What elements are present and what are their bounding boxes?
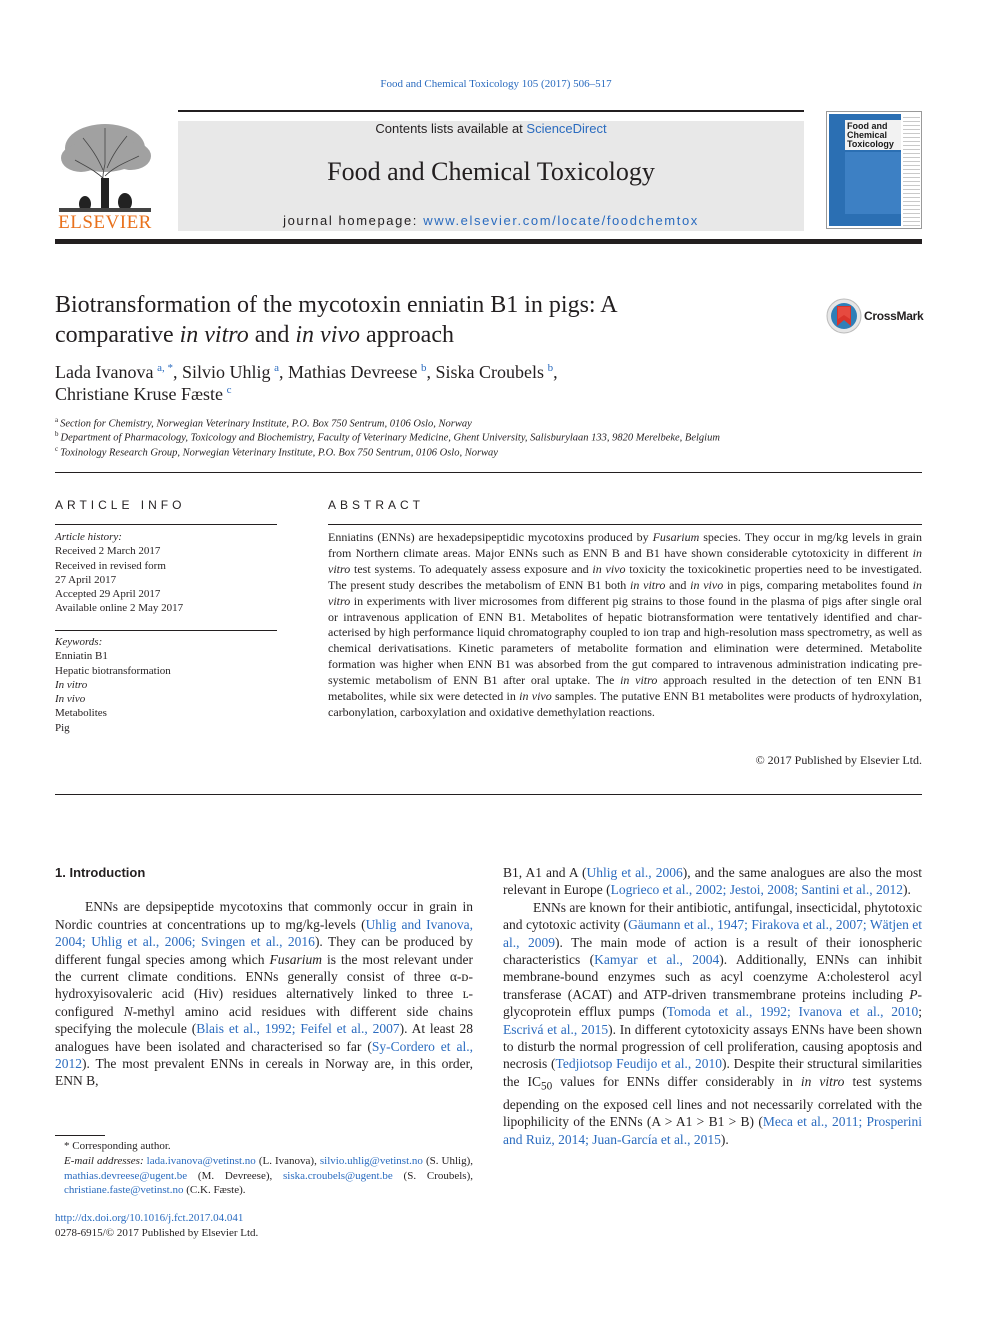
email-link[interactable]: christiane.faste@vetinst.no: [64, 1184, 184, 1197]
author-affiliation-sup[interactable]: c: [226, 384, 232, 396]
section-heading-introduction: 1. Introduction: [55, 865, 146, 880]
abstract-body: Enniatins (ENNs) are hexadepsipeptidic mycotoxins produced by Fusarium species. They occur in mg/kg levels in grain from Northern climate areas. Major ENNs such as ENN B and B1 have shown considerable cytotoxicity in different in vitro test systems. To adequately assess exposure and in vivo toxicity the toxicokinetic properties need to be investigated. The present study describes the metabolism of ENN B1 both in vitro and in vivo in pigs, comparing metabolites found in vitro in experiments with liver microsomes from different pig strains to those found in the plasma of pigs after single oral or intravenous application of ENN B1. Metabolites of hepatic biotransformation were tentatively identified and characterised by high performance liquid chromatography coupled to ion trap and high-resolution mass spectrometry, as well as chemical derivatisations. Kinetic parameters of metabolite formation and elimination were determined. Metabolite formation was higher when ENN B1 was absorbed from the gut compared to intravenous administration indicating pre-systemic metabolism of ENN B1 after oral uptake. The in vitro approach resulted in the detection of ten ENN B1 metabolites, while six were detected in in vivo samples. The putative ENN B1 metabolites were products of hydroxylation, carbonylation, carboxylation and oxidative demethylation reactions.: [328, 530, 923, 719]
history-item: Available online 2 May 2017: [55, 602, 184, 615]
keywords: [55, 635, 277, 735]
masthead-bottom-rule: [55, 239, 922, 244]
history-label: Article history:: [55, 531, 122, 543]
affiliation-b: $^b$ Department of Pharmacology, Toxicology and Biochemistry, Faculty of Veterinary Medicine, Ghent University, Salisburylaan 133, 9820 Merelbeke, Belgium: [55, 430, 720, 444]
body-column-right: [503, 864, 922, 1148]
body-column-left: [55, 864, 473, 1090]
journal-cover-thumbnail[interactable]: [826, 111, 922, 229]
body-paragraph-continued: B1, A1 and A (Uhlig et al., 2006), and the same analogues are also the most relevant in Europe (Logrieco et al., 2002; Jestoi, 2008; Santini et al., 2012).: [503, 865, 922, 898]
author[interactable]: Christiane Kruse Fæste $^c$: [55, 384, 232, 404]
footnote: [55, 1139, 473, 1198]
citation-link[interactable]: Uhlig and Ivanova, 2004; Uhlig et al., 2006; Svingen et al., 2016: [55, 916, 473, 950]
email-link[interactable]: lada.ivanova@vetinst.no: [146, 1154, 256, 1167]
affiliation-c: $^c$ Toxinology Research Group, Norwegian Veterinary Institute, P.O. Box 750 Sentrum, 0106 Oslo, Norway: [55, 445, 498, 459]
author-separator: ,: [278, 362, 288, 382]
title-text: and: [248, 322, 296, 348]
contents-prefix: Contents lists available at: [375, 121, 527, 136]
author[interactable]: Siska Croubels $^b$: [435, 362, 554, 382]
abstract-copyright: © 2017 Published by Elsevier Ltd.: [755, 753, 922, 767]
article-info-heading: ARTICLE INFO: [55, 498, 186, 512]
keywords-label: Keywords:: [55, 636, 103, 648]
email-addresses: E-mail addresses: lada.ivanova@vetinst.no (L. Ivanova), silvio.uhlig@vetinst.no (S. Uhlig), mathias.devreese@ugent.be (M. Devreese), siska.croubels@ugent.be (S. Croubels), christiane.faste@vetinst.no (C.K. Fæste).: [64, 1154, 473, 1197]
history-item: Received in revised form: [55, 559, 166, 572]
title-line-2: [55, 320, 775, 350]
history-item: Received 2 March 2017: [55, 545, 161, 558]
cover-image-panel: [845, 152, 901, 214]
divider: [55, 472, 922, 473]
journal-title: Food and Chemical Toxicology: [327, 157, 655, 186]
history-item: Accepted 29 April 2017: [55, 588, 161, 601]
citation-link[interactable]: Blais et al., 1992; Feifel et al., 2007: [196, 1021, 400, 1037]
elsevier-wordmark: ELSEVIER: [58, 212, 152, 233]
title-line-1: Biotransformation of the mycotoxin enniatin B1 in pigs: A: [55, 292, 618, 318]
doi-link[interactable]: http://dx.doi.org/10.1016/j.fct.2017.04.041: [55, 1212, 244, 1224]
corresponding-author-note: * Corresponding author.: [64, 1140, 171, 1152]
journal-homepage: [178, 213, 804, 228]
citation-link[interactable]: Escrivá et al., 2015: [503, 1021, 609, 1037]
abstract-heading: ABSTRACT: [328, 498, 425, 512]
citation-link[interactable]: Tomoda et al., 1992; Ivanova et al., 2010: [666, 1004, 919, 1020]
sciencedirect-link[interactable]: ScienceDirect: [526, 121, 607, 136]
keyword: In vitro: [55, 678, 88, 691]
article-title: [55, 290, 775, 350]
journal-citation[interactable]: Food and Chemical Toxicology 105 (2017) 506–517: [380, 78, 612, 90]
divider: [55, 794, 922, 795]
citation-link[interactable]: Sy-Cordero et al., 2012: [55, 1038, 473, 1072]
keyword: Hepatic biotransformation: [55, 664, 171, 677]
homepage-link[interactable]: www.elsevier.com/locate/foodchemtox: [423, 213, 699, 228]
article-history: [55, 530, 277, 616]
contents-line: [178, 121, 804, 136]
author[interactable]: Mathias Devreese $^b$: [287, 362, 427, 382]
body-paragraph: ENNs are known for their antibiotic, antifungal, insecticidal, phytotoxic and cytotoxic activity (Gäumann et al., 1947; Firakova et al., 2007; Wätjen et al., 2009). The main mode of action is a result of their ionospheric characteristics (Kamyar et al., 2004). Additionally, ENNs can inhibit membrane-bound enzymes such as acyl coenzyme A:cholesterol acyl transferase (ACAT) and ATP-driven transmembrane proteins including P-glycoprotein efflux pumps (Tomoda et al., 1992; Ivanova et al., 2010; Escrivá et al., 2015). In different cytotoxicity assays ENNs have been shown to disturb the normal progression of cell proliferation, causing apoptosis and necrosis (Tedjiotsop Feudijo et al., 2010). Despite their structural similarities the $IC_{50}$ values for ENNs differ considerably in in vitro test systems depending on the exposed cell lines and not necessarily correlated with the lipophilicity of the ENNs (A > A1 > B1 > B) (Meca et al., 2011; Prosperini and Ruiz, 2014; Juan-García et al., 2015).: [503, 899, 923, 1147]
author-list: [55, 361, 815, 405]
crossmark-label[interactable]: CrossMark: [864, 309, 924, 323]
issn-line: 0278-6915/© 2017 Published by Elsevier Ltd.: [55, 1227, 259, 1239]
email-link[interactable]: silvio.uhlig@vetinst.no: [319, 1154, 423, 1167]
body-paragraph: ENNs are depsipeptide mycotoxins that commonly occur in grain in Nordic countries at concentrations up to mg/kg-levels (Uhlig and Ivanova, 2004; Uhlig et al., 2006; Svingen et al., 2016). They can be produced by different fungal species among which Fusarium is the most relevant under the current climate conditions. ENNs generally consist of three α-ᴅ-hydroxyisovaleric acid (Hiv) residues alternatively linked to three ʟ-configured N-methyl amino acid residues with different side chains specifying the molecule (Blais et al., 1992; Feifel et al., 2007). At least 28 analogues have been isolated and characterised so far (Sy-Cordero et al., 2012). The most prevalent ENNs in cereals in Norway are, in this order, ENN B,: [55, 899, 474, 1089]
divider: [55, 524, 277, 525]
history-item: 27 April 2017: [55, 573, 117, 586]
keyword: Enniatin B1: [55, 650, 108, 663]
title-text: approach: [360, 322, 454, 348]
email-link[interactable]: mathias.devreese@ugent.be: [64, 1169, 188, 1182]
author-affiliation-sup[interactable]: b: [547, 362, 554, 374]
citation-link[interactable]: Gäumann et al., 1947; Firakova et al., 2007; Wätjen et al., 2009: [503, 917, 923, 950]
title-italic-in-vitro: in vitro: [179, 322, 249, 348]
citation-link[interactable]: Uhlig et al., 2006: [586, 865, 683, 880]
author-affiliation-sup[interactable]: a, *: [157, 362, 173, 374]
citation-link[interactable]: Meca et al., 2011; Prosperini and Ruiz, 2014; Juan-García et al., 2015: [503, 1114, 922, 1147]
affiliation-a: $^a$ Section for Chemistry, Norwegian Veterinary Institute, P.O. Box 750 Sentrum, 0106 Oslo, Norway: [55, 416, 472, 430]
cover-title: Food and Chemical Toxicology: [847, 121, 894, 149]
author-separator: ,: [553, 362, 558, 382]
citation-link[interactable]: Kamyar et al., 2004: [594, 952, 720, 968]
divider: [55, 630, 277, 631]
email-link[interactable]: siska.croubels@ugent.be: [283, 1169, 393, 1182]
footnote-rule: [55, 1135, 105, 1136]
title-text: comparative: [55, 322, 180, 348]
author-separator: ,: [426, 362, 436, 382]
author-separator: ,: [172, 362, 182, 382]
divider: [328, 524, 922, 525]
citation-link[interactable]: Logrieco et al., 2002; Jestoi, 2008; Santini et al., 2012: [610, 882, 904, 898]
keyword: In vivo: [55, 693, 86, 706]
title-italic-in-vivo: in vivo: [295, 322, 361, 348]
citation-link[interactable]: Tedjiotsop Feudijo et al., 2010: [555, 1056, 722, 1072]
author-affiliation-sup[interactable]: b: [421, 362, 427, 374]
author[interactable]: Lada Ivanova $^{a, *}$: [55, 362, 173, 382]
keyword: Metabolites: [55, 707, 107, 720]
author-affiliation-sup[interactable]: a: [274, 362, 279, 374]
keyword: Pig: [55, 721, 70, 734]
cover-contents-strip: [903, 114, 920, 226]
masthead-top-rule: [178, 110, 804, 112]
author[interactable]: Silvio Uhlig $^a$: [181, 362, 279, 382]
homepage-prefix: journal homepage:: [283, 213, 424, 228]
